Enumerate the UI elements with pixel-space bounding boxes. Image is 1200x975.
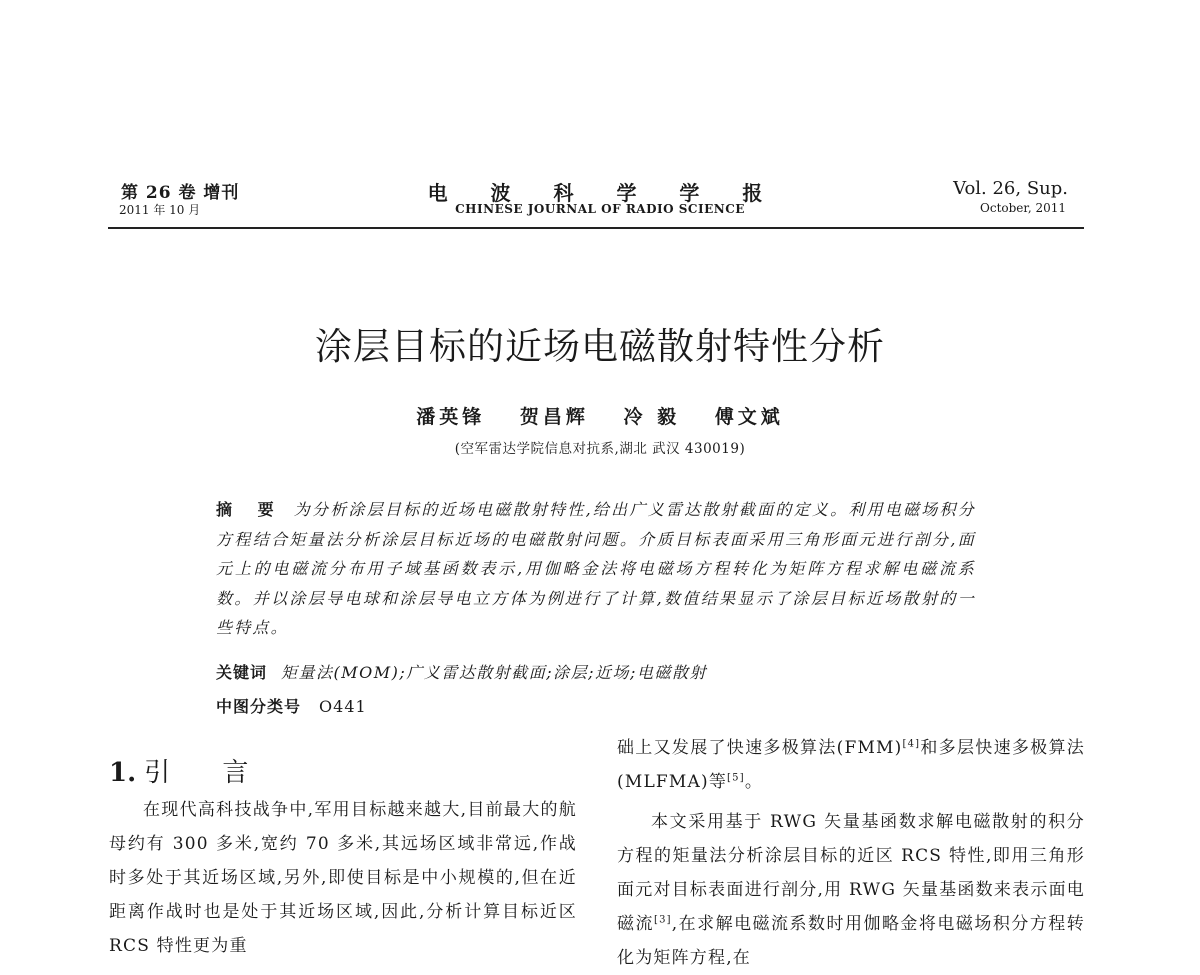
paragraph: 础上又发展了快速多极算法(FMM)[4]和多层快速多极算法(MLFMA)等[5]。 [617, 738, 1085, 792]
article-title: 涂层目标的近场电磁散射特性分析 [315, 325, 885, 368]
classification-label: 中图分类号 [216, 697, 302, 716]
classification-code: O441 [319, 697, 367, 716]
section-title: 引 言 [144, 758, 271, 788]
paragraph: 本文采用基于 RWG 矢量基函数求解电磁散射的积分方程的矩量法分析涂层目标的近区 RCS 特性,即用三角形面元对目标表面进行剖分,用 RWG 矢量基函数来表示面电磁流[3],在求解电磁流系数时用伽略金将电磁场积分方程转化为矩阵方程,在 [617, 812, 1085, 968]
affiliation: (空军雷达学院信息对抗系,湖北 武汉 430019) [454, 441, 746, 457]
abstract-label: 摘 要 [216, 500, 284, 519]
body-column-left [109, 793, 577, 963]
body-column-right [617, 731, 1085, 975]
author-list [0, 402, 1200, 429]
date-cn: 2011 年 10 月 [119, 203, 201, 217]
volume-issue: 第 26 卷 增刊 [121, 183, 240, 203]
date-en: October, 2011 [980, 201, 1066, 215]
section-number: 1. [109, 758, 137, 788]
citation: [3] [653, 914, 672, 926]
section-heading [109, 752, 270, 789]
author: 潘英锋 [416, 406, 486, 428]
author: 傅文斌 [714, 406, 784, 428]
abstract [216, 495, 976, 643]
journal-name-en: CHINESE JOURNAL OF RADIO SCIENCE [455, 202, 745, 216]
paragraph: 在现代高科技战争中,军用目标越来越大,目前最大的航母约有 300 多米,宽约 70 多米,其远场区域非常远,作战时多处于其近场区域,另外,即使目标是中小规模的,但在近距离作战时也是处于其近场区域,因此,分析计算目标近区 RCS 特性更为重 [109, 800, 577, 956]
header-rule [108, 227, 1084, 229]
volume-en: Vol. 26, Sup. [953, 178, 1068, 199]
classification [216, 694, 367, 717]
author: 贺昌辉 [519, 406, 589, 428]
author: 冷 毅 [623, 406, 681, 428]
keywords-label: 关键词 [216, 663, 268, 682]
keywords [216, 660, 707, 683]
citation: [5] [727, 772, 745, 784]
citation: [4] [902, 738, 921, 750]
abstract-text: 为分析涂层目标的近场电磁散射特性,给出广义雷达散射截面的定义。利用电磁场积分方程结合矩量法分析涂层目标近场的电磁散射问题。介质目标表面采用三角形面元进行剖分,面元上的电磁流分布用子域基函数表示,用伽略金法将电磁场方程转化为矩阵方程求解电磁流系数。并以涂层导电球和涂层导电立方体为例进行了计算,数值结果显示了涂层目标近场散射的一些特点。 [216, 500, 976, 637]
keywords-text: 矩量法(MOM);广义雷达散射截面;涂层;近场;电磁散射 [281, 663, 707, 682]
journal-name-cn: 电 波 科 学 学 报 [427, 181, 781, 205]
